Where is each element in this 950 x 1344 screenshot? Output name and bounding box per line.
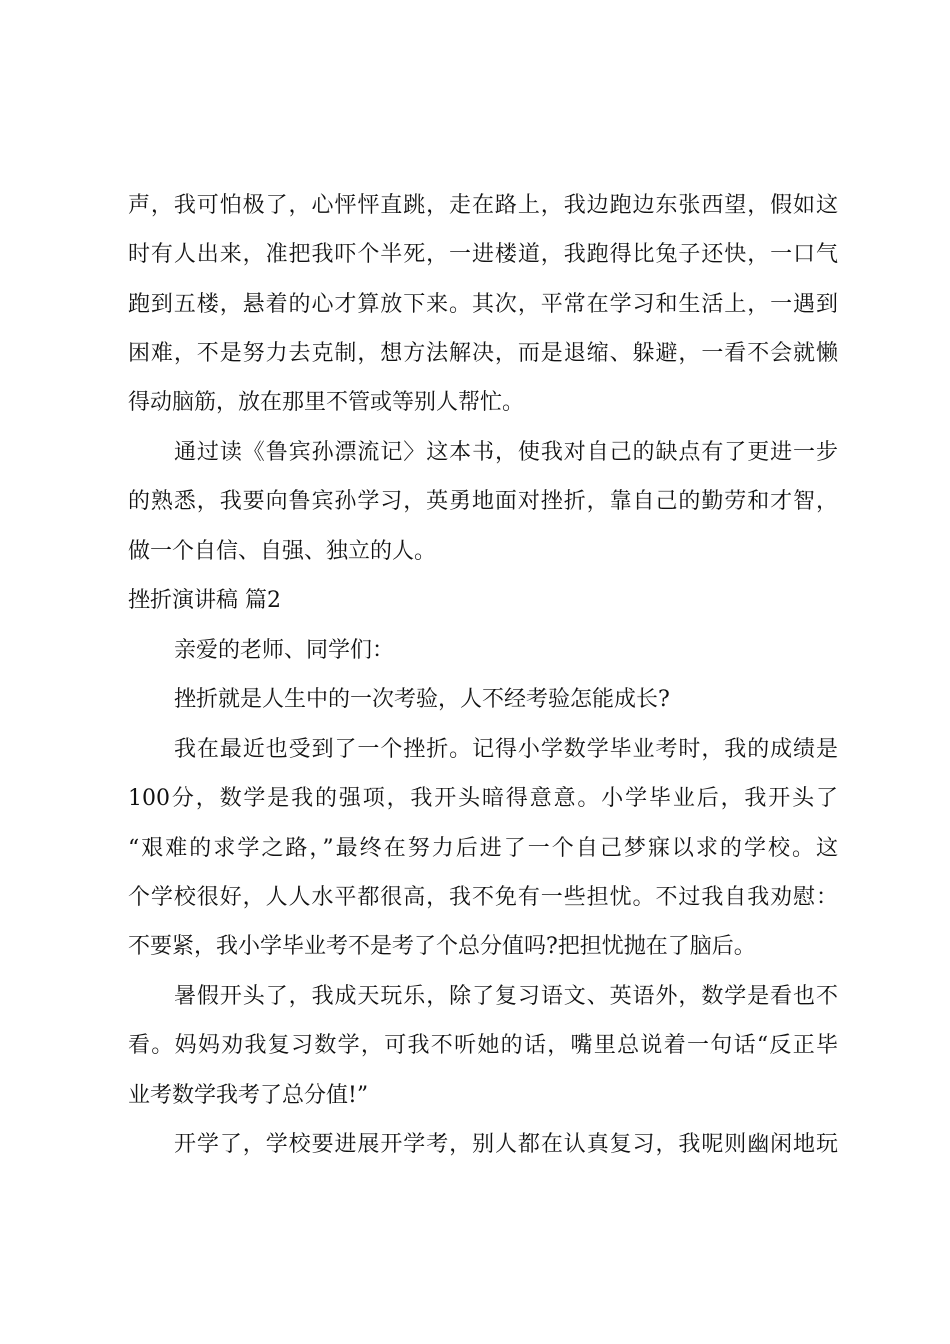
text-line: 开学了，学校要进展开学考，别人都在认真复习，我呢则幽闲地玩 [174, 1132, 838, 1157]
text-line: 不要紧，我小学毕业考不是考了个总分值吗?把担忧抛在了脑后。 [128, 934, 756, 959]
text-line: 我在最近也受到了一个挫折。记得小学数学毕业考时，我的成绩是 [174, 737, 838, 762]
text-line: 业考数学我考了总分值!” [128, 1083, 369, 1108]
text-line: 困难，不是努力去克制，想方法解决，而是退缩、躲避，一看不会就懒 [128, 341, 838, 366]
text-line: 得动脑筋，放在那里不管或等别人帮忙。 [128, 390, 525, 415]
text-line: 看。妈妈劝我复习数学，可我不听她的话，嘴里总说着一句话“反正毕 [128, 1033, 838, 1058]
text-line: 声，我可怕极了，心怦怦直跳，走在路上，我边跑边东张西望，假如这 [128, 193, 838, 218]
text-line: 跑到五楼，悬着的心才算放下来。其次，平常在学习和生活上，一遇到 [128, 292, 838, 317]
text-line: 个学校很好，人人水平都很高，我不免有一些担忧。不过我自我劝慰： [128, 885, 838, 910]
text-line: 的熟悉，我要向鲁宾孙学习，英勇地面对挫折，靠自己的勤劳和才智， [128, 489, 838, 514]
text-line: 做一个自信、自强、独立的人。 [128, 539, 437, 564]
text-line: 挫折就是人生中的一次考验，人不经考验怎能成长? [174, 687, 670, 712]
text-line: 暑假开头了，我成天玩乐，除了复习语文、英语外，数学是看也不 [174, 984, 838, 1009]
section-heading: 挫折演讲稿 篇2 [128, 588, 281, 613]
text-line: “艰难的求学之路，”最终在努力后进了一个自己梦寐以求的学校。这 [128, 836, 838, 861]
salutation: 亲爱的老师、同学们： [174, 638, 395, 663]
text-line: 100分，数学是我的强项，我开头暗得意意。小学毕业后，我开头了 [128, 786, 838, 811]
text-line: 通过读《鲁宾孙漂流记〉这本书，使我对自己的缺点有了更进一步 [174, 440, 838, 465]
text-line: 时有人出来，准把我吓个半死，一进楼道，我跑得比兔子还快，一口气 [128, 242, 838, 267]
